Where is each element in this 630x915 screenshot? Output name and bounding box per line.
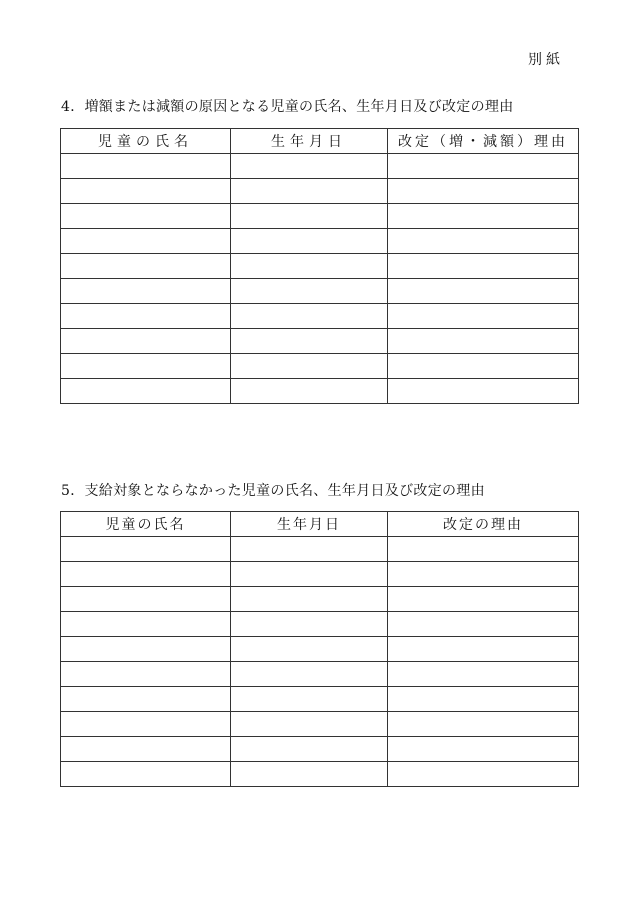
birth-date-cell[interactable] [231, 354, 388, 379]
reason-cell[interactable] [388, 379, 579, 404]
table-row [61, 304, 579, 329]
table-row [61, 379, 579, 404]
birth-date-cell[interactable] [231, 662, 388, 687]
section-5-table [60, 511, 579, 787]
birth-date-cell[interactable] [231, 329, 388, 354]
table-row [61, 612, 579, 637]
column-child-name: 児童の氏名 [61, 512, 231, 537]
table-row [61, 587, 579, 612]
reason-cell[interactable] [388, 279, 579, 304]
table-row [61, 637, 579, 662]
column-revision-reason: 改定（増・減額）理由 [388, 129, 579, 154]
child-name-cell[interactable] [61, 637, 231, 662]
table-row [61, 204, 579, 229]
table-row [61, 762, 579, 787]
reason-cell[interactable] [388, 712, 579, 737]
table-row [61, 712, 579, 737]
reason-cell[interactable] [388, 354, 579, 379]
child-name-cell[interactable] [61, 154, 231, 179]
child-name-cell[interactable] [61, 329, 231, 354]
birth-date-cell[interactable] [231, 304, 388, 329]
child-name-cell[interactable] [61, 204, 231, 229]
table-row [61, 329, 579, 354]
birth-date-cell[interactable] [231, 562, 388, 587]
birth-date-cell[interactable] [231, 612, 388, 637]
child-name-cell[interactable] [61, 687, 231, 712]
reason-cell[interactable] [388, 612, 579, 637]
reason-cell[interactable] [388, 154, 579, 179]
table-row [61, 354, 579, 379]
birth-date-cell[interactable] [231, 587, 388, 612]
reason-cell[interactable] [388, 229, 579, 254]
child-name-cell[interactable] [61, 379, 231, 404]
child-name-cell[interactable] [61, 662, 231, 687]
birth-date-cell[interactable] [231, 229, 388, 254]
section-4-heading: 4．増額または減額の原因となる児童の氏名、生年月日及び改定の理由 [61, 99, 514, 115]
table-row [61, 229, 579, 254]
table-row [61, 562, 579, 587]
reason-cell[interactable] [388, 304, 579, 329]
section-4-header-row [61, 129, 579, 154]
child-name-cell[interactable] [61, 612, 231, 637]
child-name-cell[interactable] [61, 537, 231, 562]
reason-cell[interactable] [388, 254, 579, 279]
birth-date-cell[interactable] [231, 179, 388, 204]
reason-cell[interactable] [388, 537, 579, 562]
reason-cell[interactable] [388, 662, 579, 687]
table-row [61, 737, 579, 762]
child-name-cell[interactable] [61, 762, 231, 787]
table-row [61, 537, 579, 562]
table-row [61, 154, 579, 179]
child-name-cell[interactable] [61, 354, 231, 379]
child-name-cell[interactable] [61, 712, 231, 737]
table-row [61, 687, 579, 712]
column-revision-reason: 改定の理由 [388, 512, 579, 537]
attachment-label: 別紙 [528, 52, 564, 68]
reason-cell[interactable] [388, 687, 579, 712]
child-name-cell[interactable] [61, 279, 231, 304]
birth-date-cell[interactable] [231, 762, 388, 787]
section-4-table [60, 128, 579, 404]
birth-date-cell[interactable] [231, 637, 388, 662]
reason-cell[interactable] [388, 179, 579, 204]
birth-date-cell[interactable] [231, 537, 388, 562]
column-child-name: 児童の氏名 [61, 129, 231, 154]
column-birth-date: 生年月日 [231, 129, 388, 154]
reason-cell[interactable] [388, 737, 579, 762]
section-5-heading: 5．支給対象とならなかった児童の氏名、生年月日及び改定の理由 [61, 483, 485, 499]
child-name-cell[interactable] [61, 229, 231, 254]
column-birth-date: 生年月日 [231, 512, 388, 537]
birth-date-cell[interactable] [231, 279, 388, 304]
birth-date-cell[interactable] [231, 154, 388, 179]
child-name-cell[interactable] [61, 737, 231, 762]
section-5-header-row [61, 512, 579, 537]
reason-cell[interactable] [388, 762, 579, 787]
reason-cell[interactable] [388, 587, 579, 612]
table-row [61, 662, 579, 687]
section-5-table-body [61, 537, 579, 787]
table-row [61, 279, 579, 304]
section-4-table-body [61, 154, 579, 404]
reason-cell[interactable] [388, 204, 579, 229]
reason-cell[interactable] [388, 637, 579, 662]
birth-date-cell[interactable] [231, 254, 388, 279]
birth-date-cell[interactable] [231, 687, 388, 712]
child-name-cell[interactable] [61, 304, 231, 329]
child-name-cell[interactable] [61, 587, 231, 612]
child-name-cell[interactable] [61, 562, 231, 587]
reason-cell[interactable] [388, 562, 579, 587]
birth-date-cell[interactable] [231, 379, 388, 404]
table-row [61, 254, 579, 279]
birth-date-cell[interactable] [231, 737, 388, 762]
birth-date-cell[interactable] [231, 204, 388, 229]
birth-date-cell[interactable] [231, 712, 388, 737]
child-name-cell[interactable] [61, 254, 231, 279]
table-row [61, 179, 579, 204]
child-name-cell[interactable] [61, 179, 231, 204]
reason-cell[interactable] [388, 329, 579, 354]
